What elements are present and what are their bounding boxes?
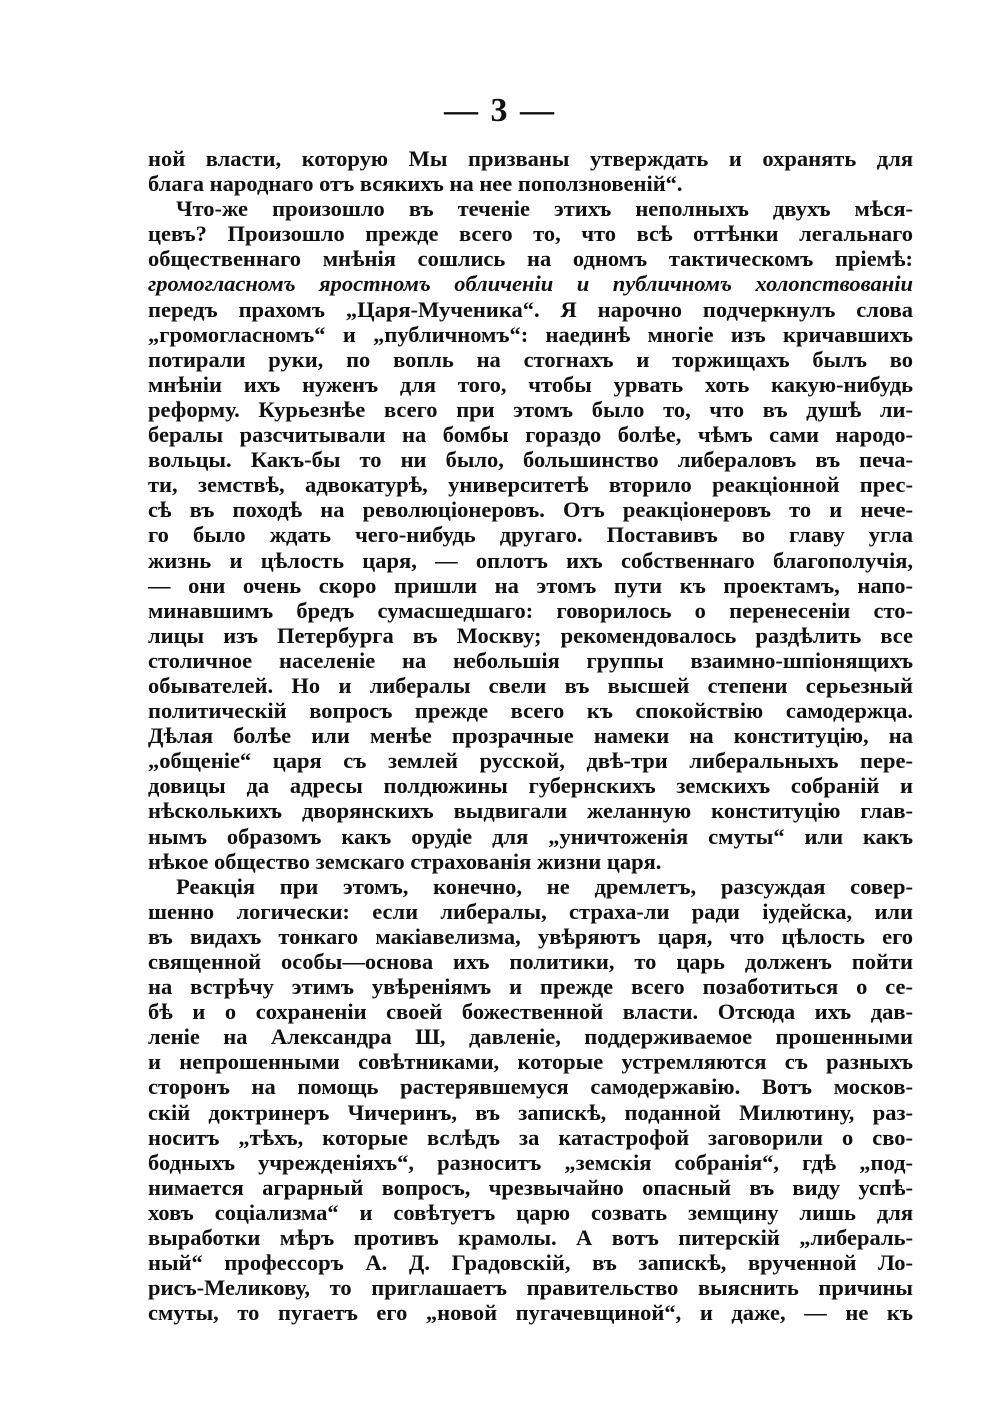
text-line: Дѣлая болѣе или менѣе прозрачные намеки на конституцiю, на bbox=[148, 723, 913, 749]
text-line: блага народнаго отъ всякихъ на нее поползновенiй“. bbox=[148, 171, 683, 197]
text-line: и непрошенными совѣтниками, которые устремляются съ разныхъ bbox=[148, 1049, 913, 1075]
text-line: ти, земствѣ, адвокатурѣ, университетѣ вторило реакцiонной прес- bbox=[148, 472, 913, 498]
text-line: обывателей. Но и либералы свели въ высшей степени серьезный bbox=[148, 672, 913, 698]
text-line: ленiе на Александра Ш, давленiе, поддерживаемое прошенными bbox=[148, 1024, 913, 1050]
text-line: выработки мѣръ противъ крамолы. А вотъ питерскiй „либераль- bbox=[148, 1225, 913, 1251]
text-line: нѣсколькихъ дворянскихъ выдвигали желанную конституцiю глав- bbox=[148, 798, 913, 824]
text-line: потирали руки, по вопль на стогнахъ и торжищахъ былъ во bbox=[148, 346, 913, 372]
text-line: минавшимъ бредъ сумасшедшаго: говорилось о перенесенiи сто- bbox=[148, 597, 913, 623]
text-line: ной власти, которую Мы призваны утверждать и охранять для bbox=[148, 146, 913, 171]
text-line: реформу. Курьезнѣе всего при этомъ было то, что въ душѣ ли- bbox=[148, 396, 913, 422]
text-line: бералы разсчитывали на бомбы гораздо болѣе, чѣмъ сами народо- bbox=[148, 422, 913, 448]
text-line: мнѣнiи ихъ нуженъ для того, чтобы урвать хоть какую-нибудь bbox=[148, 371, 913, 397]
text-line: смуты, то пугаетъ его „новой пугачевщиной“, и даже, — не къ bbox=[148, 1300, 913, 1326]
text-line: носитъ „тѣхъ, которые вслѣдъ за катастрофой заговорили о сво- bbox=[148, 1124, 913, 1150]
paragraph-start-line: Что-же произошло въ теченiе этихъ неполныхъ двухъ мѣся- bbox=[176, 196, 913, 222]
text-line: ный“ профессоръ А. Д. Градовскiй, въ запискѣ, врученной Ло- bbox=[148, 1250, 913, 1276]
text-line-italic-emphasis: громогласномъ яростномъ обличенiи и публичномъ холопствованiи bbox=[148, 271, 913, 297]
body-text bbox=[148, 146, 913, 1325]
text-line: нѣкое общество земскаго страхованiя жизни царя. bbox=[148, 848, 662, 874]
text-line: вольцы. Какъ-бы то ни было, большинство либераловъ въ печа- bbox=[148, 447, 913, 473]
text-line: политическiй вопросъ прежде всего къ спокойствiю самодержца. bbox=[148, 698, 913, 724]
text-line: „громогласномъ“ и „публичномъ“: наединѣ многiе изъ кричавшихъ bbox=[148, 321, 913, 347]
text-line: — они очень скоро пришли на этомъ пути къ проектамъ, напо- bbox=[148, 572, 913, 598]
text-line: рисъ-Меликову, то приглашаетъ правительство выяснить причины bbox=[148, 1275, 913, 1301]
text-line: бѣ и о сохраненiи своей божественной власти. Отсюда ихъ дав- bbox=[148, 999, 913, 1025]
text-line: довицы да адресы полдюжины губернскихъ земскихъ собранiй и bbox=[148, 773, 913, 799]
text-line: священной особы—основа ихъ политики, то царь долженъ пойти bbox=[148, 949, 913, 974]
text-line: шенно логически: если либералы, страха-ли ради iудейска, или bbox=[148, 898, 913, 924]
text-line: бодныхъ учрежденiяхъ“, разноситъ „земскiя собранiя“, гдѣ „под- bbox=[148, 1149, 913, 1175]
text-line: на встрѣчу этимъ увѣренiямъ и прежде всего позаботиться о се- bbox=[148, 974, 913, 1000]
text-line: нимается аграрный вопросъ, чрезвычайно опасный въ виду успѣ- bbox=[148, 1174, 913, 1200]
text-line: сѣ въ походѣ на революцiонеровъ. Отъ реакцiонеровъ то и нече- bbox=[148, 497, 913, 523]
text-line: нымъ образомъ какъ орудiе для „уничтоженiя смуты“ или какъ bbox=[148, 823, 913, 849]
text-line: сторонъ на помощь растерявшемуся самодержавiю. Вотъ москов- bbox=[148, 1074, 913, 1100]
paragraph-start-line: Реакцiя при этомъ, конечно, не дремлетъ, разсуждая совер- bbox=[176, 873, 913, 899]
text-line: го было ждать чего-нибудь другаго. Поставивъ во главу угла bbox=[148, 522, 913, 548]
text-line: цевъ? Произошло прежде всего то, что всѣ оттѣнки легальнаго bbox=[148, 221, 913, 247]
text-line: общественнаго мнѣнiя сошлись на одномъ тактическомъ прiемѣ: bbox=[148, 246, 913, 272]
text-line: жизнь и цѣлость царя, — оплотъ ихъ собственнаго благополучiя, bbox=[148, 547, 913, 573]
text-line: ховъ соцiализма“ и совѣтуетъ царю созвать земщину лишь для bbox=[148, 1199, 913, 1225]
text-line: передъ прахомъ „Царя-Мученика“. Я нарочно подчеркнулъ слова bbox=[148, 296, 913, 322]
page-number: — 3 — bbox=[444, 92, 556, 129]
text-line: въ видахъ тонкаго макiавелизма, увѣряютъ царя, что цѣлость его bbox=[148, 923, 913, 949]
text-line: лицы изъ Петербурга въ Москву; рекомендовалось раздѣлить все bbox=[148, 622, 913, 648]
text-line: скiй доктринеръ Чичеринъ, въ запискѣ, поданной Милютину, раз- bbox=[148, 1099, 913, 1125]
text-line: „общенiе“ царя съ землей русской, двѣ-три либеральныхъ пере- bbox=[148, 748, 913, 774]
text-line: столичное населенiе на небольшiя группы взаимно-шпiонящихъ bbox=[148, 647, 913, 673]
